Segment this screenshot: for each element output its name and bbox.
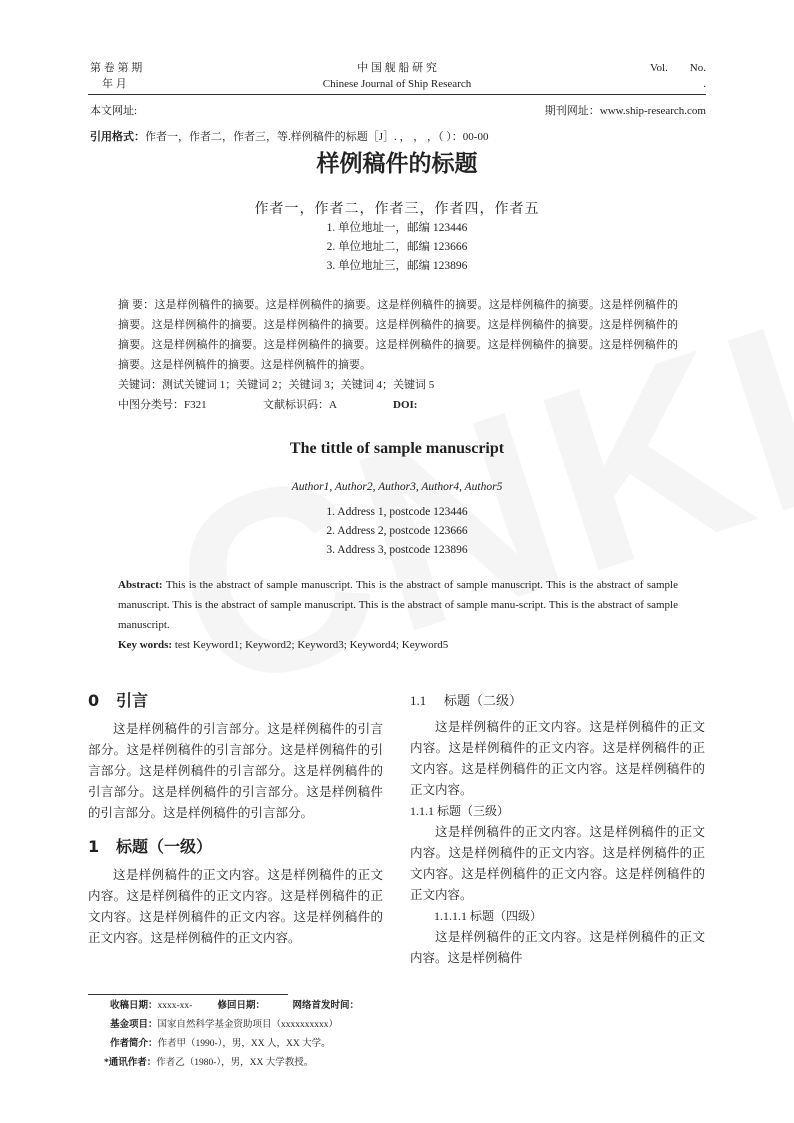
footnote xyxy=(104,997,410,1073)
address-cn-3: 3. 单位地址三，邮编 123896 xyxy=(326,260,468,272)
doi-label: DOI: xyxy=(393,399,418,411)
authors-en: Author1, Author2, Author3, Author4, Author5 xyxy=(291,481,503,493)
section-1-1-1-1-text: 这是样例稿件的正文内容。这是样例稿件的正文内容。这是样例稿件 xyxy=(410,930,705,965)
revised-label: 修回日期： xyxy=(217,1001,266,1011)
issue-info xyxy=(90,60,142,92)
abstract-en-label: Abstract: xyxy=(118,579,163,591)
address-en-3: 3. Address 3, postcode 123896 xyxy=(326,544,468,556)
section-0-heading xyxy=(88,690,383,711)
abstract-en-text: This is the abstract of sample manuscript. This is the abstract of sample manuscript. This is the abstract of sample manuscript. This is the abstract of sample manuscript. This is the abstract of sample manu-script. This is the abstract of sample manuscript. xyxy=(118,579,678,631)
issue-line2: 年 月 xyxy=(102,78,127,90)
journal-name-en: Chinese Journal of Ship Research xyxy=(322,78,472,90)
abstract-cn-text: 这是样例稿件的摘要。这是样例稿件的摘要。这是样例稿件的摘要。这是样例稿件的摘要。这是样例稿件的摘要。这是样例稿件的摘要。这是样例稿件的摘要。这是样例稿件的摘要。这是样例稿件的摘要。这是样例稿件的摘要。这是样例稿件的摘要。这是样例稿件的摘要。这是样例稿件的摘要。这是样例稿件的摘要。这是样例稿件的摘要。这是样例稿件的摘要。这是样例稿件的摘要。 xyxy=(118,299,679,371)
keywords-cn: 测试关键词 1；关键词 2；关键词 3；关键词 4；关键词 5 xyxy=(162,379,435,391)
right-column xyxy=(410,690,705,969)
issue-line1: 第 卷 第 期 xyxy=(90,62,143,74)
section-1-1-title: 标题（二级） xyxy=(444,693,523,708)
section-1-title: 标题（一级） xyxy=(116,837,213,856)
clc-number: 中图分类号：F321 xyxy=(118,399,207,411)
address-en-2: 2. Address 2, postcode 123666 xyxy=(326,525,468,537)
address-en-1: 1. Address 1, postcode 123446 xyxy=(326,506,468,518)
journal-name-cn: 中 国 舰 船 研 究 xyxy=(357,62,437,74)
section-0-text: 这是样例稿件的引言部分。这是样例稿件的引言部分。这是样例稿件的引言部分。这是样例稿件的引言部分。这是样例稿件的引言部分。这是样例稿件的引言部分。这是样例稿件的引言部分。这是样例稿件的引言部分。这是样例稿件的引言部分。 xyxy=(88,722,383,820)
section-1-1-1-heading: 1.1.1 标题（三级） xyxy=(410,804,510,818)
vol-label: Vol. xyxy=(650,62,668,74)
section-1-1-1-text: 这是样例稿件的正文内容。这是样例稿件的正文内容。这是样例稿件的正文内容。这是样例稿件的正文内容。这是样例稿件的正文内容。这是样例稿件的正文内容。 xyxy=(410,825,705,902)
received-value: xxxx-xx- xyxy=(157,1001,193,1011)
footnote-rule xyxy=(88,994,288,995)
abstract-cn-label: 摘 要： xyxy=(118,299,155,311)
online-label: 网络首发时间： xyxy=(292,1001,360,1011)
section-1-1-heading xyxy=(410,690,705,711)
header-rule xyxy=(88,94,706,95)
doc-code: 文献标识码：A xyxy=(263,399,337,411)
keywords-en: test Keyword1; Keyword2; Keyword3; Keyword4; Keyword5 xyxy=(174,639,449,651)
corr-label: *通讯作者： xyxy=(104,1058,157,1068)
page-title: 样例稿件的标题 xyxy=(316,151,478,177)
citation xyxy=(90,128,488,144)
section-0-title: 引言 xyxy=(116,691,149,710)
section-1-1-1-1-heading: 1.1.1.1 标题（四级） xyxy=(434,909,543,923)
fund-label: 基金项目： xyxy=(110,1020,158,1030)
no-label: No. xyxy=(689,62,706,74)
keywords-en-label: Key words: xyxy=(118,639,173,651)
abstract-en xyxy=(118,575,678,655)
fund-value: 国家自然科学基金资助项目（xxxxxxxxxx） xyxy=(157,1020,339,1030)
journal-name xyxy=(297,60,497,92)
vol-dot: . xyxy=(703,78,706,90)
addresses-en xyxy=(0,503,794,560)
authors-cn: 作者一，作者二，作者三，作者四，作者五 xyxy=(254,201,540,217)
bio-value: 作者甲（1990-），男，XX 人，XX 大学。 xyxy=(157,1039,331,1049)
journal-url[interactable]: 期刊网址：www.ship-research.com xyxy=(544,105,706,117)
section-0-number: 0 xyxy=(88,691,100,710)
vol-no xyxy=(650,60,706,92)
section-1-1-number: 1.1 xyxy=(410,693,427,708)
received-label: 收稿日期： xyxy=(110,1001,158,1011)
left-column xyxy=(88,690,383,949)
citation-label: 引用格式： xyxy=(90,131,145,143)
section-1-1-text: 这是样例稿件的正文内容。这是样例稿件的正文内容。这是样例稿件的正文内容。这是样例稿件的正文内容。这是样例稿件的正文内容。这是样例稿件的正文内容。 xyxy=(410,720,705,797)
corr-value: 作者乙（1980-），男，XX 大学教授。 xyxy=(156,1058,314,1068)
section-1-text: 这是样例稿件的正文内容。这是样例稿件的正文内容。这是样例稿件的正文内容。这是样例稿件的正文内容。这是样例稿件的正文内容。这是样例稿件的正文内容。这是样例稿件的正文内容。 xyxy=(88,868,383,945)
address-cn-1: 1. 单位地址一，邮编 123446 xyxy=(326,222,468,234)
article-url-label: 本文网址: xyxy=(90,105,138,117)
abstract-cn xyxy=(118,295,678,415)
keywords-cn-label: 关键词： xyxy=(118,379,162,391)
section-1-number: 1 xyxy=(88,837,100,856)
bio-label: 作者简介： xyxy=(110,1039,158,1049)
address-cn-2: 2. 单位地址二，邮编 123666 xyxy=(326,241,468,253)
english-title: The tittle of sample manuscript xyxy=(289,440,505,457)
citation-text: 作者一，作者二，作者三，等.样例稿件的标题［J］. ， ， ，（ ）：00-00 xyxy=(145,131,489,143)
section-1-heading xyxy=(88,836,383,857)
addresses-cn xyxy=(0,219,794,276)
